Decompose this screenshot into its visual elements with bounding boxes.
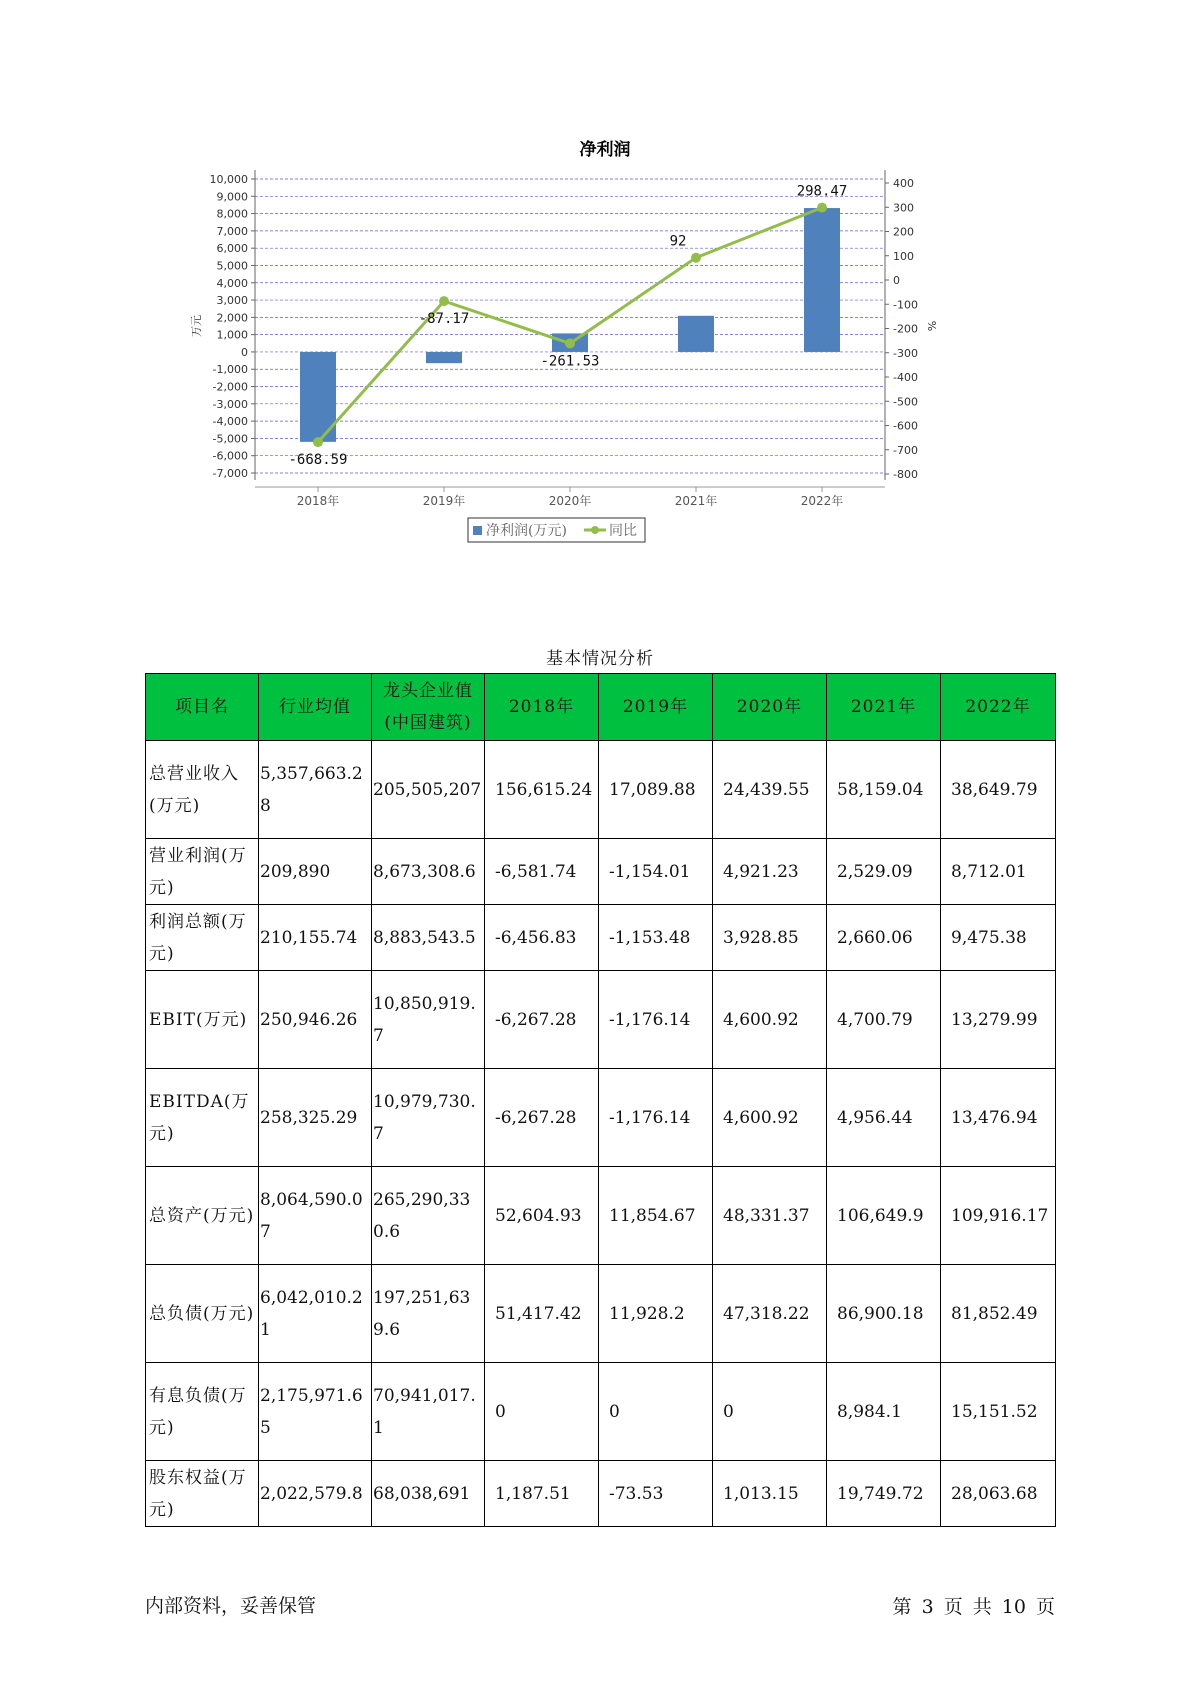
bar-net-profit [804, 208, 840, 352]
legend-bar-swatch [473, 526, 482, 535]
row-item-name: 营业利润(万元) [146, 839, 259, 905]
y-tick-label: 5,000 [216, 259, 248, 273]
x-category-label: 2019年 [422, 494, 466, 508]
legend-bar-label: 净利润(万元) [486, 523, 567, 539]
table-cell: 10,979,730.7 [372, 1069, 485, 1167]
y2-tick-label: -200 [893, 322, 918, 336]
table-cell: -1,176.14 [599, 971, 713, 1069]
y-tick-label: 0 [241, 345, 248, 359]
table-cell: 1,013.15 [713, 1461, 827, 1527]
footer-page-number: 第 3 页 共 10 页 [892, 1596, 1055, 1618]
y-tick-label: 6,000 [216, 242, 248, 256]
y-tick-label: -2,000 [212, 380, 248, 394]
x-category-label: 2021年 [674, 494, 718, 508]
y-tick-label: -3,000 [212, 397, 248, 411]
table-cell: 0 [599, 1363, 713, 1461]
y-tick-label: -7,000 [212, 467, 248, 480]
table-cell: 4,921.23 [713, 839, 827, 905]
table-cell: 52,604.93 [485, 1167, 599, 1265]
chart-grid [255, 179, 885, 473]
bar-series [300, 208, 840, 442]
table-header-cell: 2021年 [827, 674, 941, 741]
y2-tick-label: 100 [893, 249, 914, 263]
chart-title: 净利润 [579, 140, 631, 160]
table-cell: 13,279.99 [941, 971, 1056, 1069]
table-cell: 8,673,308.6 [372, 839, 485, 905]
y2-tick-label: -300 [893, 346, 918, 360]
x-category-label: 2022年 [800, 494, 844, 508]
table-cell: 109,916.17 [941, 1167, 1056, 1265]
table-cell: 10,850,919.7 [372, 971, 485, 1069]
right-axis-ticks [885, 177, 918, 481]
table-cell: 48,331.37 [713, 1167, 827, 1265]
yoy-point [313, 437, 323, 447]
table-cell: 8,712.01 [941, 839, 1056, 905]
y2-tick-label: -800 [893, 468, 918, 481]
row-item-name: 有息负债(万元) [146, 1363, 259, 1461]
table-cell: 58,159.04 [827, 741, 941, 839]
y-tick-label: -1,000 [212, 363, 248, 377]
line-series [288, 184, 847, 469]
table-cell: 8,883,543.5 [372, 905, 485, 971]
table-row [146, 839, 1056, 905]
table-cell: 258,325.29 [259, 1069, 372, 1167]
yoy-point [817, 203, 827, 213]
y2-tick-label: -100 [893, 298, 918, 312]
yoy-point [565, 338, 575, 348]
footer-confidential-note: 内部资料，妥善保管 [145, 1595, 317, 1617]
table-cell: 4,956.44 [827, 1069, 941, 1167]
table-cell: 13,476.94 [941, 1069, 1056, 1167]
table-cell: 19,749.72 [827, 1461, 941, 1527]
table-row [146, 905, 1056, 971]
table-cell: 17,089.88 [599, 741, 713, 839]
table-header-cell: 行业均值 [259, 674, 372, 741]
table-cell: -1,154.01 [599, 839, 713, 905]
table-cell: 106,649.9 [827, 1167, 941, 1265]
table-cell: -1,176.14 [599, 1069, 713, 1167]
table-cell: 8,984.1 [827, 1363, 941, 1461]
row-item-name: 总资产(万元) [146, 1167, 259, 1265]
x-category-label: 2018年 [296, 494, 340, 508]
yoy-data-label: -87.17 [418, 311, 470, 328]
row-item-name: EBIT(万元) [146, 971, 259, 1069]
table-cell: 86,900.18 [827, 1265, 941, 1363]
table-cell: 156,615.24 [485, 741, 599, 839]
y-tick-label: 3,000 [216, 294, 248, 308]
table-cell: 4,700.79 [827, 971, 941, 1069]
y-tick-label: 8,000 [216, 207, 248, 221]
y-tick-label: 2,000 [216, 311, 248, 325]
table-header-cell: 龙头企业值(中国建筑) [372, 674, 485, 741]
x-category-label: 2020年 [548, 494, 592, 508]
yoy-data-label: 92 [669, 233, 687, 250]
table-caption: 基本情况分析 [546, 649, 654, 669]
table-cell: -6,267.28 [485, 971, 599, 1069]
y-tick-label: 1,000 [216, 328, 248, 342]
table-cell: 2,022,579.8 [259, 1461, 372, 1527]
table-cell: 11,854.67 [599, 1167, 713, 1265]
table-header-cell: 2018年 [485, 674, 599, 741]
bar-net-profit [678, 316, 714, 352]
table-row [146, 1363, 1056, 1461]
table-cell: 1,187.51 [485, 1461, 599, 1527]
category-labels [297, 487, 844, 508]
y-tick-label: 4,000 [216, 276, 248, 290]
table-cell: 11,928.2 [599, 1265, 713, 1363]
yoy-data-label: 298.47 [796, 183, 848, 200]
bar-net-profit [426, 352, 462, 363]
y2-tick-label: 0 [893, 274, 900, 287]
table-cell: -1,153.48 [599, 905, 713, 971]
table-header-cell: 2022年 [941, 674, 1056, 741]
row-item-name: 股东权益(万元) [146, 1461, 259, 1527]
table-cell: 4,600.92 [713, 1069, 827, 1167]
table-header-cell: 项目名 [146, 674, 259, 741]
y-tick-label: -5,000 [212, 432, 248, 446]
y-tick-label: -6,000 [212, 449, 248, 463]
table-header-row [146, 674, 1056, 741]
table-cell: -73.53 [599, 1461, 713, 1527]
yoy-data-label: -261.53 [540, 353, 600, 370]
y2-tick-label: -600 [893, 419, 918, 433]
y-tick-label: 10,000 [209, 173, 248, 186]
y2-tick-label: -500 [893, 395, 918, 409]
table-cell: 28,063.68 [941, 1461, 1056, 1527]
table-cell: 51,417.42 [485, 1265, 599, 1363]
table-cell: 6,042,010.21 [259, 1265, 372, 1363]
table-row [146, 1069, 1056, 1167]
table-cell: 8,064,590.07 [259, 1167, 372, 1265]
right-axis-label: % [925, 320, 938, 332]
legend-line-swatch [591, 526, 599, 534]
table-cell: 68,038,691 [372, 1461, 485, 1527]
table-cell: 0 [713, 1363, 827, 1461]
table-cell: 81,852.49 [941, 1265, 1056, 1363]
table-row [146, 741, 1056, 839]
table-cell: 250,946.26 [259, 971, 372, 1069]
net-profit-chart [170, 130, 990, 600]
table-cell: 9,475.38 [941, 905, 1056, 971]
table-cell: -6,456.83 [485, 905, 599, 971]
left-axis-ticks [210, 173, 256, 480]
table-body [146, 741, 1056, 1527]
chart-legend [468, 518, 645, 542]
basic-analysis-table [145, 673, 1056, 1527]
table-cell: 2,175,971.65 [259, 1363, 372, 1461]
table-row [146, 1265, 1056, 1363]
table-cell: 5,357,663.28 [259, 741, 372, 839]
table-row [146, 1461, 1056, 1527]
y-tick-label: -4,000 [212, 415, 248, 429]
y-tick-label: 7,000 [216, 224, 248, 238]
table-cell: 210,155.74 [259, 905, 372, 971]
table-cell: 265,290,330.6 [372, 1167, 485, 1265]
table-header-cell: 2020年 [713, 674, 827, 741]
yoy-data-label: -668.59 [288, 452, 348, 469]
yoy-line [318, 208, 822, 443]
legend-line-label: 同比 [609, 523, 637, 539]
table-cell: -6,581.74 [485, 839, 599, 905]
table-cell: 38,649.79 [941, 741, 1056, 839]
y2-tick-label: -400 [893, 371, 918, 384]
yoy-point [691, 253, 701, 263]
row-item-name: 总营业收入(万元) [146, 741, 259, 839]
table-cell: 15,151.52 [941, 1363, 1056, 1461]
y2-tick-label: 200 [893, 225, 914, 239]
y2-tick-label: 300 [893, 201, 914, 215]
table-cell: -6,267.28 [485, 1069, 599, 1167]
table-cell: 2,660.06 [827, 905, 941, 971]
table-row [146, 1167, 1056, 1265]
table-row [146, 971, 1056, 1069]
y2-tick-label: -700 [893, 443, 918, 457]
left-axis-label: 万元 [190, 315, 203, 337]
table-cell: 205,505,207 [372, 741, 485, 839]
table-cell: 2,529.09 [827, 839, 941, 905]
table-cell: 0 [485, 1363, 599, 1461]
chart-axes [255, 170, 885, 487]
table-cell: 70,941,017.1 [372, 1363, 485, 1461]
row-item-name: EBITDA(万元) [146, 1069, 259, 1167]
table-cell: 24,439.55 [713, 741, 827, 839]
table-header-cell: 2019年 [599, 674, 713, 741]
y-tick-label: 9,000 [216, 190, 248, 204]
row-item-name: 利润总额(万元) [146, 905, 259, 971]
table-cell: 209,890 [259, 839, 372, 905]
y2-tick-label: 400 [893, 177, 914, 190]
yoy-point [439, 296, 449, 306]
table-cell: 4,600.92 [713, 971, 827, 1069]
row-item-name: 总负债(万元) [146, 1265, 259, 1363]
table-cell: 197,251,639.6 [372, 1265, 485, 1363]
table-cell: 3,928.85 [713, 905, 827, 971]
table-cell: 47,318.22 [713, 1265, 827, 1363]
